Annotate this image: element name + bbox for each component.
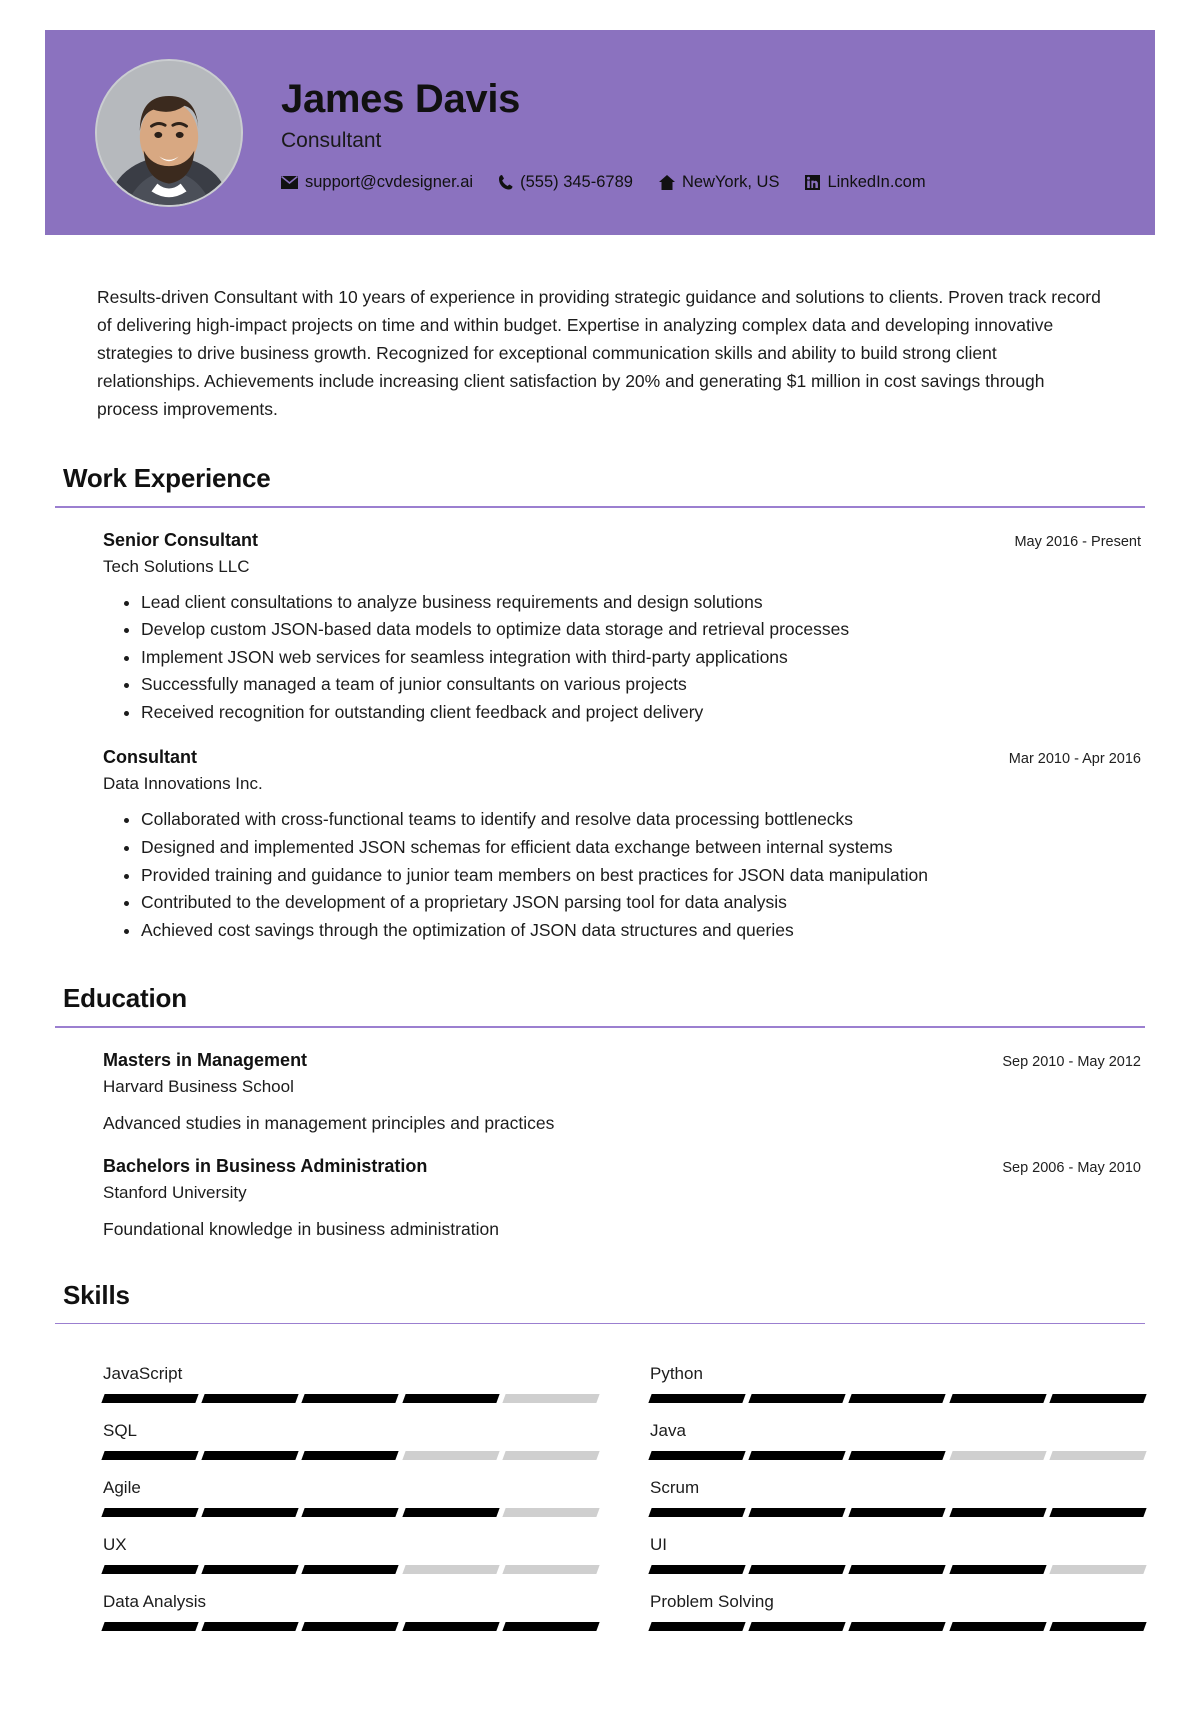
skill-level-bar [103, 1565, 598, 1574]
work-company: Tech Solutions LLC [103, 556, 250, 576]
skill-label: Python [650, 1364, 703, 1384]
skill-segment-filled [101, 1508, 198, 1517]
section-work-experience [55, 463, 1145, 943]
phone-icon [499, 175, 513, 190]
education-date: Sep 2010 - May 2012 [1002, 1053, 1141, 1070]
section-divider [55, 506, 1145, 508]
section-divider [55, 1026, 1145, 1028]
skill-level-bar [650, 1508, 1145, 1517]
education-degree: Masters in Management [103, 1049, 308, 1070]
contact-location-text: NewYork, US [681, 173, 780, 191]
skill-segment-empty [502, 1565, 599, 1574]
skill-label: JavaScript [103, 1364, 183, 1384]
skill-segment-filled [202, 1451, 299, 1460]
home-icon [659, 175, 675, 190]
skill-label: Scrum [650, 1478, 700, 1498]
skill-item [650, 1517, 1145, 1574]
skill-segment-filled [949, 1394, 1046, 1403]
skill-segment-filled [648, 1622, 745, 1631]
list-item: • Achieved cost savings through the optimization of JSON data structures and queries [141, 917, 1141, 944]
portrait-photo-icon [97, 61, 241, 205]
skill-segment-filled [749, 1508, 846, 1517]
work-job-title: Consultant [103, 747, 197, 768]
summary-paragraph: Results-driven Consultant with 10 years of experience in providing strategic guidance and solutions to clients. Proven track record of delivering high-impact projects on time and within budget. Expertise in analyzing complex data and developing innovative strategies to drive business growth. Recognized for exceptional communication skills and ability to build strong client relationships. Achievements include increasing client satisfaction by 20% and generating $1 million in cost savings through process improvements. [97, 287, 1101, 419]
skill-level-bar [650, 1622, 1145, 1631]
skill-item [103, 1403, 598, 1460]
skill-segment-empty [1049, 1451, 1146, 1460]
education-date: Sep 2006 - May 2010 [1002, 1159, 1141, 1176]
skill-segment-filled [1049, 1622, 1146, 1631]
skill-segment-filled [849, 1394, 946, 1403]
section-title-education: Education [63, 983, 187, 1014]
work-entry-head [103, 530, 1141, 551]
skill-item [103, 1574, 598, 1631]
education-degree: Bachelors in Business Administration [103, 1155, 428, 1176]
work-bullet-list [103, 806, 1141, 943]
work-bullet-list [103, 589, 1141, 726]
header-text-block [281, 73, 926, 192]
skill-level-bar [650, 1565, 1145, 1574]
education-entry-head [103, 1156, 1141, 1177]
skill-segment-filled [101, 1565, 198, 1574]
skill-segment-filled [202, 1565, 299, 1574]
skill-segment-filled [302, 1508, 399, 1517]
work-job-title: Senior Consultant [103, 529, 259, 550]
list-item: • Successfully managed a team of junior consultants on various projects [141, 671, 1141, 698]
education-school: Stanford University [103, 1182, 247, 1202]
skill-segment-filled [402, 1622, 499, 1631]
skill-level-bar [103, 1451, 598, 1460]
skill-segment-filled [749, 1451, 846, 1460]
work-entry [55, 747, 1145, 943]
skill-item [103, 1346, 598, 1403]
skill-item [103, 1517, 598, 1574]
skill-label: UX [103, 1535, 127, 1555]
contact-location[interactable] [659, 173, 780, 192]
skill-segment-filled [648, 1451, 745, 1460]
education-school: Harvard Business School [103, 1076, 294, 1096]
skill-segment-filled [1049, 1394, 1146, 1403]
work-job-date: Mar 2010 - Apr 2016 [1008, 751, 1141, 768]
work-entry [55, 530, 1145, 726]
skill-level-bar [650, 1394, 1145, 1403]
skill-label: Agile [103, 1478, 141, 1498]
list-item: • Designed and implemented JSON schemas for efficient data exchange between internal systems [141, 834, 1141, 861]
skill-segment-empty [502, 1451, 599, 1460]
education-entry [55, 1050, 1145, 1134]
list-item: • Lead client consultations to analyze business requirements and design solutions [141, 589, 1141, 616]
skill-label: Java [650, 1421, 686, 1441]
envelope-icon [281, 176, 298, 189]
education-description: Foundational knowledge in business administration [103, 1218, 499, 1239]
skill-segment-filled [749, 1565, 846, 1574]
contact-linkedin[interactable] [805, 173, 925, 192]
work-entry-head [103, 747, 1141, 768]
skill-segment-filled [648, 1394, 745, 1403]
skill-segment-filled [849, 1565, 946, 1574]
skill-segment-filled [302, 1565, 399, 1574]
skill-item [650, 1403, 1145, 1460]
skill-label: SQL [103, 1421, 138, 1441]
list-item: • Contributed to the development of a proprietary JSON parsing tool for data analysis [141, 889, 1141, 916]
skill-label: UI [650, 1535, 667, 1555]
list-item: • Develop custom JSON-based data models to optimize data storage and retrieval processes [141, 616, 1141, 643]
skill-level-bar [103, 1622, 598, 1631]
list-item: • Provided training and guidance to junior team members on best practices for JSON data manipulation [141, 862, 1141, 889]
linkedin-icon [805, 175, 820, 190]
skills-grid [55, 1346, 1145, 1631]
skill-level-bar [103, 1394, 598, 1403]
skill-segment-filled [402, 1394, 499, 1403]
section-skills [55, 1280, 1145, 1632]
skill-segment-empty [1049, 1565, 1146, 1574]
skill-segment-empty [502, 1394, 599, 1403]
skill-segment-filled [648, 1565, 745, 1574]
skill-segment-filled [402, 1508, 499, 1517]
list-item: • Received recognition for outstanding client feedback and project delivery [141, 699, 1141, 726]
contact-email[interactable] [281, 173, 473, 192]
skill-segment-filled [202, 1622, 299, 1631]
skill-segment-filled [749, 1622, 846, 1631]
skill-segment-filled [302, 1394, 399, 1403]
section-title-work: Work Experience [63, 463, 271, 493]
skill-segment-filled [202, 1394, 299, 1403]
job-role: Consultant [281, 129, 382, 152]
skill-item [103, 1460, 598, 1517]
section-title-skills: Skills [63, 1279, 130, 1310]
skill-segment-empty [402, 1451, 499, 1460]
skill-segment-filled [949, 1508, 1046, 1517]
skill-label: Problem Solving [650, 1592, 774, 1612]
resume-header [45, 30, 1155, 235]
skill-segment-filled [202, 1508, 299, 1517]
skill-label: Data Analysis [103, 1592, 206, 1612]
skill-segment-filled [502, 1622, 599, 1631]
skill-segment-filled [101, 1622, 198, 1631]
skill-segment-filled [1049, 1508, 1146, 1517]
resume-page [0, 30, 1200, 1714]
avatar [95, 59, 243, 207]
skill-level-bar [650, 1451, 1145, 1460]
skill-segment-filled [302, 1451, 399, 1460]
contact-linkedin-text: LinkedIn.com [827, 173, 926, 191]
skill-segment-filled [749, 1394, 846, 1403]
skill-segment-empty [502, 1508, 599, 1517]
contact-email-text: support@cvdesigner.ai [305, 173, 474, 191]
list-item: • Implement JSON web services for seamless integration with third-party applications [141, 644, 1141, 671]
contact-phone-text: (555) 345-6789 [520, 173, 633, 191]
work-job-date: May 2016 - Present [1014, 533, 1141, 550]
contact-phone[interactable] [499, 173, 633, 192]
skill-segment-filled [849, 1622, 946, 1631]
skill-item [650, 1460, 1145, 1517]
skill-segment-filled [849, 1451, 946, 1460]
skill-segment-filled [302, 1622, 399, 1631]
skill-segment-empty [949, 1451, 1046, 1460]
skill-segment-empty [402, 1565, 499, 1574]
education-entry-head [103, 1050, 1141, 1071]
education-entry [55, 1156, 1145, 1240]
skill-segment-filled [849, 1508, 946, 1517]
section-divider [55, 1323, 1145, 1325]
education-description: Advanced studies in management principles and practices [103, 1112, 555, 1133]
page-title: James Davis [281, 77, 521, 121]
skill-item [650, 1346, 1145, 1403]
skill-segment-filled [949, 1622, 1046, 1631]
resume-body [0, 283, 1200, 1631]
skill-level-bar [103, 1508, 598, 1517]
skill-segment-filled [101, 1451, 198, 1460]
section-education [55, 983, 1145, 1240]
skill-segment-filled [101, 1394, 198, 1403]
skill-item [650, 1574, 1145, 1631]
list-item: • Collaborated with cross-functional teams to identify and resolve data processing bottlenecks [141, 806, 1141, 833]
work-company: Data Innovations Inc. [103, 774, 263, 794]
contact-list [281, 173, 926, 192]
skill-segment-filled [648, 1508, 745, 1517]
skill-segment-filled [949, 1565, 1046, 1574]
